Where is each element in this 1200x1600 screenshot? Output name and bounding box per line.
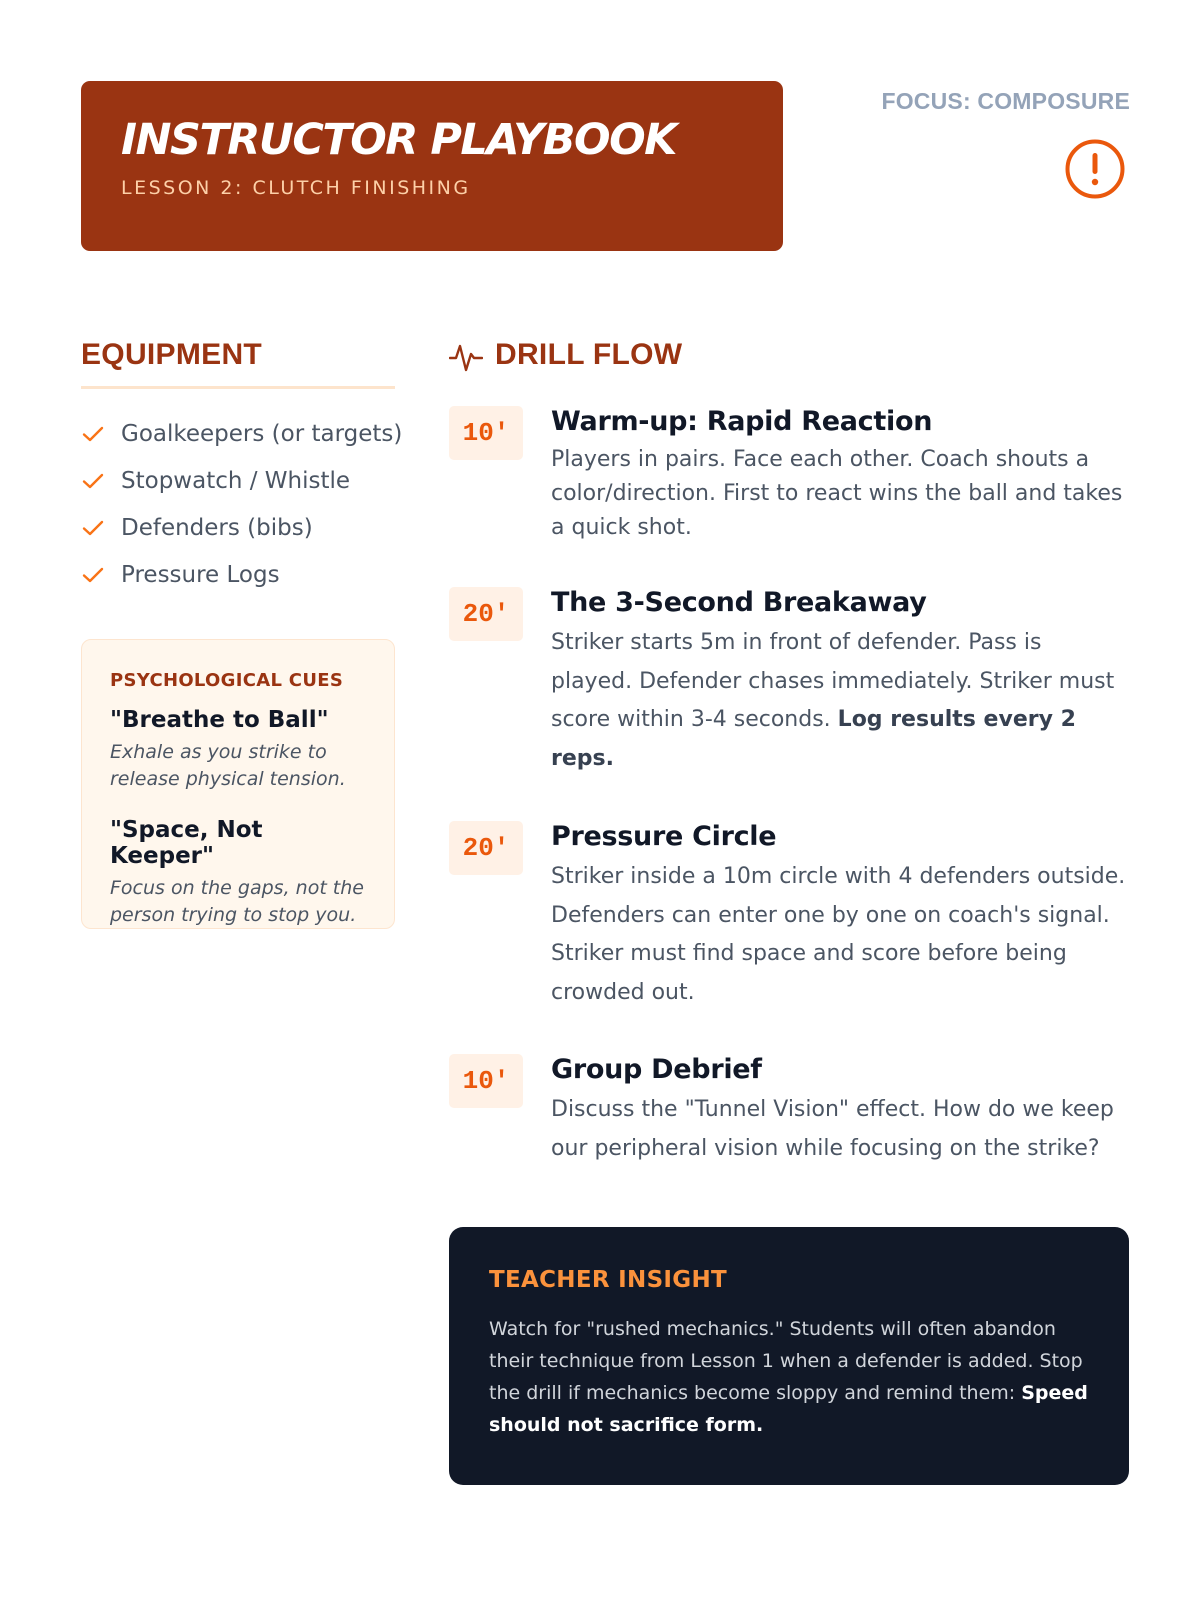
drill-name: Group Debrief [551, 1054, 762, 1085]
equipment-label: Stopwatch / Whistle [121, 467, 351, 494]
drill-name: Warm-up: Rapid Reaction [551, 406, 933, 437]
drill-description: Striker inside a 10m circle with 4 defenders outside. Defenders can enter one by one on coach's signal. Striker must find space and score before being crowded out. [551, 864, 1126, 1005]
drill-item [449, 821, 1129, 1012]
insight-text: Watch for "rushed mechanics." Students will often abandon their technique from Lesson 1 when a defender is added. Stop the drill if mechanics become sloppy and remind them: Speed should not sacrifice form. [489, 1318, 1088, 1436]
duration-badge: 10' [449, 406, 523, 460]
cue-description: Exhale as you strike to release physical tension. [110, 741, 346, 790]
equipment-list [81, 410, 402, 598]
drill-flow-heading: DRILL FLOW [495, 338, 683, 371]
pulse-icon [449, 340, 483, 374]
equipment-item [81, 504, 402, 551]
exclamation-circle-icon [1064, 138, 1126, 200]
header-banner [81, 81, 783, 251]
psychological-cues-card [81, 639, 395, 929]
equipment-label: Goalkeepers (or targets) [121, 420, 403, 447]
cue-quote: "Space, Not Keeper" [110, 817, 263, 869]
duration-badge: 10' [449, 1054, 523, 1108]
equipment-label: Pressure Logs [121, 561, 280, 588]
cue-item [110, 707, 367, 793]
drill-name: The 3-Second Breakaway [551, 587, 927, 618]
drill-item [449, 587, 1129, 778]
lesson-subtitle: LESSON 2: CLUTCH FINISHING [121, 177, 471, 200]
equipment-label: Defenders (bibs) [121, 514, 313, 541]
check-icon [81, 469, 105, 493]
check-icon [81, 563, 105, 587]
teacher-insight-card [449, 1227, 1129, 1485]
drill-description: Striker starts 5m in front of defender. Pass is played. Defender chases immediately. Striker must score within 3-4 seconds. Log results every 2 reps. [551, 630, 1115, 771]
insight-emphasis: Speed should not sacrifice form. [489, 1382, 1088, 1436]
equipment-item [81, 551, 402, 598]
drill-emphasis: Log results every 2 reps. [551, 707, 1076, 771]
cues-heading: PSYCHOLOGICAL CUES [110, 670, 344, 691]
equipment-item [81, 457, 402, 504]
equipment-heading: EQUIPMENT [81, 338, 263, 371]
cue-description: Focus on the gaps, not the person trying to stop you. [110, 877, 364, 926]
check-icon [81, 516, 105, 540]
drill-item [449, 406, 1129, 545]
focus-label: FOCUS: COMPOSURE [881, 88, 1130, 114]
drill-description: Players in pairs. Face each other. Coach shouts a color/direction. First to react wins the ball and takes a quick shot. [551, 447, 1123, 540]
cue-quote: "Breathe to Ball" [110, 707, 329, 733]
cue-item [110, 817, 367, 929]
equipment-divider [81, 386, 395, 389]
insight-heading: TEACHER INSIGHT [489, 1267, 728, 1293]
drill-item [449, 1054, 1129, 1168]
drill-name: Pressure Circle [551, 821, 777, 852]
page-title: INSTRUCTOR PLAYBOOK [121, 115, 676, 165]
duration-badge: 20' [449, 821, 523, 875]
duration-badge: 20' [449, 587, 523, 641]
drill-description: Discuss the "Tunnel Vision" effect. How do we keep our peripheral vision while focusing on the strike? [551, 1097, 1114, 1161]
check-icon [81, 422, 105, 446]
equipment-item [81, 410, 402, 457]
